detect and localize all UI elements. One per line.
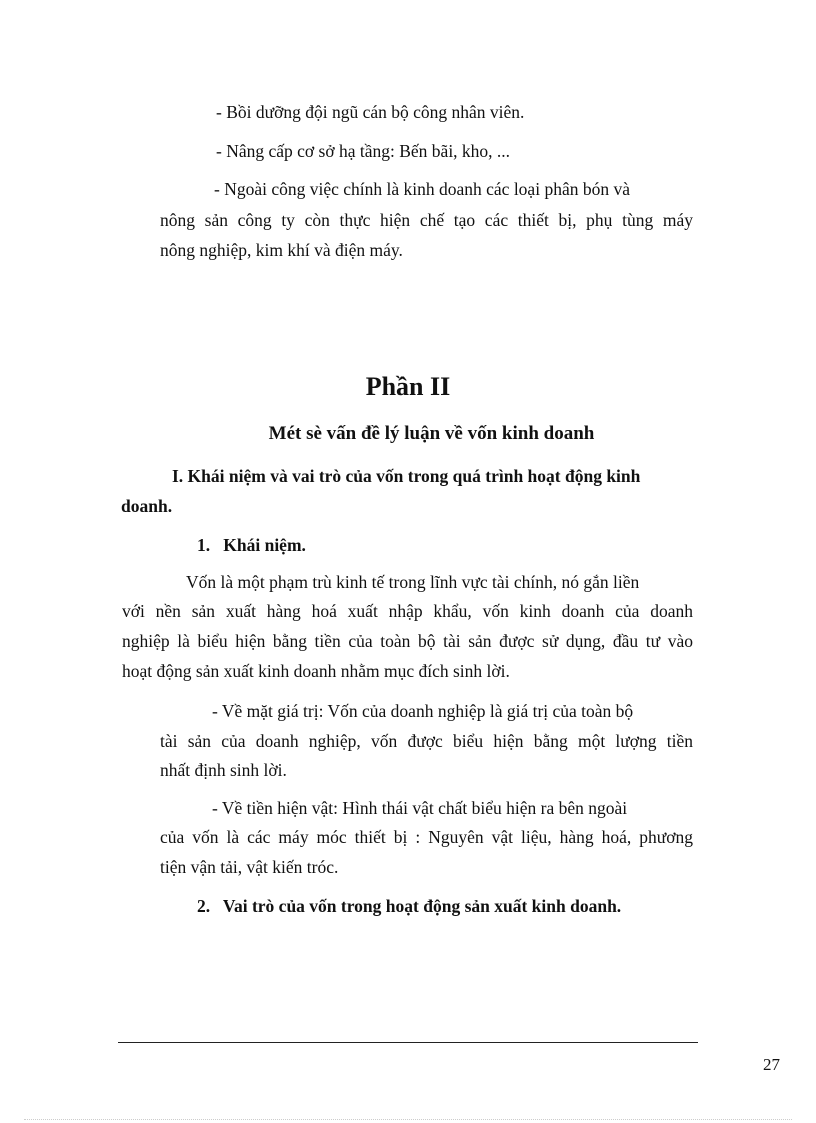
subsection-1-heading: 1. Khái niệm. <box>197 535 306 555</box>
concept-paragraph-line-1: Vốn là một phạm trù kinh tế trong lĩnh vực tài chính, nó gắn liền <box>186 572 640 592</box>
value-aspect-line-2: tài sản của doanh nghiệp, vốn được biểu hiện bằng một lượng tiền <box>160 731 693 751</box>
bullet-infrastructure: - Nâng cấp cơ sở hạ tầng: Bến bãi, kho, ... <box>216 141 511 161</box>
intro-paragraph-line-2: nông sản công ty còn thực hiện chế tạo các thiết bị, phụ tùng máy <box>160 210 693 230</box>
intro-paragraph-line-1: - Ngoài công việc chính là kinh doanh các loại phân bón và <box>214 179 630 199</box>
section-1-heading-line-2: doanh. <box>121 496 173 516</box>
physical-aspect-line-2: của vốn là các máy móc thiết bị : Nguyên vật liệu, hàng hoá, phương <box>160 827 693 847</box>
section-1-heading-line-1: I. Khái niệm và vai trò của vốn trong quá trình hoạt động kinh <box>172 466 641 486</box>
concept-paragraph-line-3: nghiệp là biểu hiện bằng tiền của toàn bộ tài sản được sử dụng, đầu tư vào <box>122 631 693 651</box>
footer-divider <box>118 1042 698 1043</box>
value-aspect-line-1: - Về mặt giá trị: Vốn của doanh nghiệp là giá trị của toàn bộ <box>212 701 634 721</box>
physical-aspect-line-3: tiện vận tải, vật kiến tróc. <box>160 857 339 877</box>
concept-paragraph-line-2: với nền sản xuất hàng hoá xuất nhập khẩu, vốn kinh doanh của doanh <box>122 601 693 621</box>
intro-paragraph-line-3: nông nghiệp, kim khí và điện máy. <box>160 240 403 260</box>
part-subtitle: Mét sè vấn đề lý luận về vốn kinh doanh <box>268 423 595 444</box>
part-title: Phần II <box>365 372 451 401</box>
concept-paragraph-line-4: hoạt động sản xuất kinh doanh nhằm mục đích sinh lời. <box>122 661 510 681</box>
physical-aspect-line-1: - Về tiền hiện vật: Hình thái vật chất biểu hiện ra bên ngoài <box>212 798 628 818</box>
page-bottom-border <box>24 1119 792 1120</box>
value-aspect-line-3: nhất định sinh lời. <box>160 760 287 780</box>
page-number: 27 <box>763 1055 780 1074</box>
subsection-2-heading: 2. Vai trò của vốn trong hoạt động sản xuất kinh doanh. <box>197 896 622 916</box>
bullet-staff-training: - Bồi dưỡng đội ngũ cán bộ công nhân viên. <box>216 102 525 122</box>
